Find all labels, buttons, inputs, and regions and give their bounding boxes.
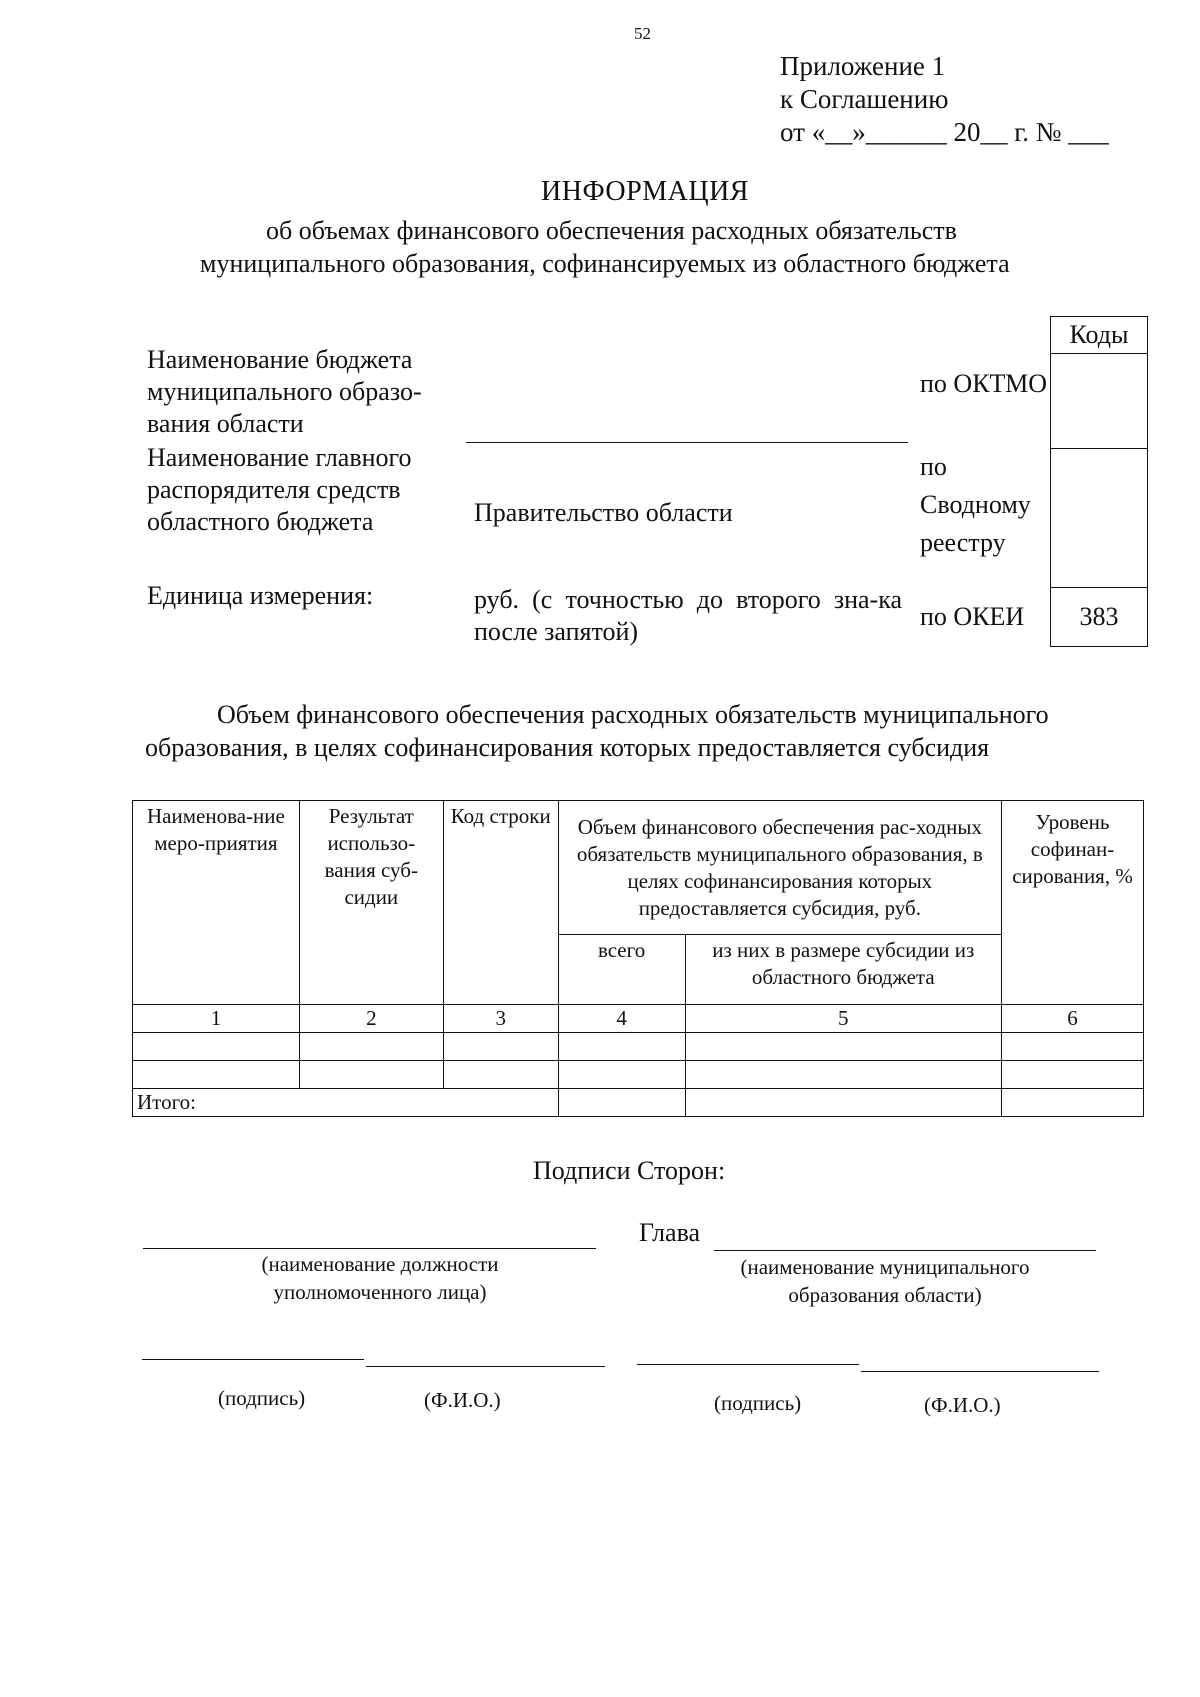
head-label: Глава <box>639 1218 701 1247</box>
column-number-5: 5 <box>685 1005 1002 1033</box>
right-fio-caption: (Ф.И.О.) <box>924 1393 1001 1417</box>
right-position-line <box>714 1250 1096 1251</box>
total-row <box>133 1089 1144 1117</box>
right-signature-caption: (подпись) <box>714 1391 802 1415</box>
appendix-line-2: к Соглашению <box>780 84 949 114</box>
column-number-1: 1 <box>133 1005 300 1033</box>
page-number: 52 <box>634 24 651 43</box>
header-subsidy-result: Результат использо-вания суб-сидии <box>299 801 443 1005</box>
left-signature-caption: (подпись) <box>218 1386 306 1410</box>
left-position-caption: (наименование должности уполномоченного лица) <box>261 1252 499 1304</box>
unit-label: Единица измерения: <box>147 581 374 610</box>
manager-value: Правительство области <box>474 498 733 527</box>
okei-label: по ОКЕИ <box>920 602 1025 631</box>
column-number-6: 6 <box>1002 1005 1144 1033</box>
oktmo-label: по ОКТМО <box>920 369 1047 398</box>
registry-code-cell <box>1051 449 1147 588</box>
table-row <box>133 1061 1144 1089</box>
signatures-title: Подписи Сторон: <box>533 1156 726 1185</box>
header-financing-volume: Объем финансового обеспечения рас-ходных обязательств муниципального образования, в целях софинансирования которых предоставляется субсидия, руб. <box>558 801 1001 935</box>
subtitle-line-1: об объемах финансового обеспечения расходных обязательств <box>266 216 957 245</box>
budget-name-label: Наименование бюджета муниципального образо-вания области <box>147 345 422 438</box>
codes-header: Коды <box>1051 317 1147 354</box>
oktmo-code-cell <box>1051 354 1147 449</box>
column-number-4: 4 <box>558 1005 685 1033</box>
left-position-line <box>143 1248 596 1249</box>
codes-box <box>1050 316 1148 647</box>
manager-label: Наименование главного распорядителя средств областного бюджета <box>147 443 412 536</box>
right-position-caption: (наименование муниципального образования области) <box>740 1255 1030 1307</box>
right-fio-line <box>861 1371 1099 1372</box>
section-paragraph: Объем финансового обеспечения расходных обязательств муниципального образования, в целях софинансирования которых предоставляется субсидия <box>145 700 1049 762</box>
appendix-block <box>780 50 1109 149</box>
appendix-line-3: от «__»______ 20__ г. № ___ <box>780 117 1109 147</box>
subtitle-line-2: муниципального образования, софинансируемых из областного бюджета <box>200 249 1010 278</box>
left-fio-caption: (Ф.И.О.) <box>424 1388 501 1412</box>
table-row <box>133 1033 1144 1061</box>
budget-name-underline <box>466 442 908 443</box>
total-label: Итого: <box>133 1089 559 1117</box>
header-cofinancing-level: Уровень софинан-сирования, % <box>1002 801 1144 1005</box>
unit-value: руб. (с точностью до второго зна-ка после запятой) <box>474 585 902 646</box>
appendix-line-1: Приложение 1 <box>780 51 946 81</box>
registry-label: по Сводному реестру <box>920 452 1031 557</box>
header-row-code: Код строки <box>443 801 558 1005</box>
left-signature-line <box>142 1359 364 1360</box>
column-number-2: 2 <box>299 1005 443 1033</box>
document-title: ИНФОРМАЦИЯ <box>541 176 749 207</box>
okei-code-cell: 383 <box>1079 602 1119 631</box>
header-activity-name: Наименова-ние меро-приятия <box>133 801 300 1005</box>
right-signature-line <box>637 1364 859 1365</box>
cofinancing-table <box>132 800 1144 1117</box>
column-number-3: 3 <box>443 1005 558 1033</box>
header-of-which-subsidy: из них в размере субсидии из областного бюджета <box>685 935 1002 1005</box>
left-fio-line <box>366 1366 605 1367</box>
header-total: всего <box>558 935 685 1005</box>
